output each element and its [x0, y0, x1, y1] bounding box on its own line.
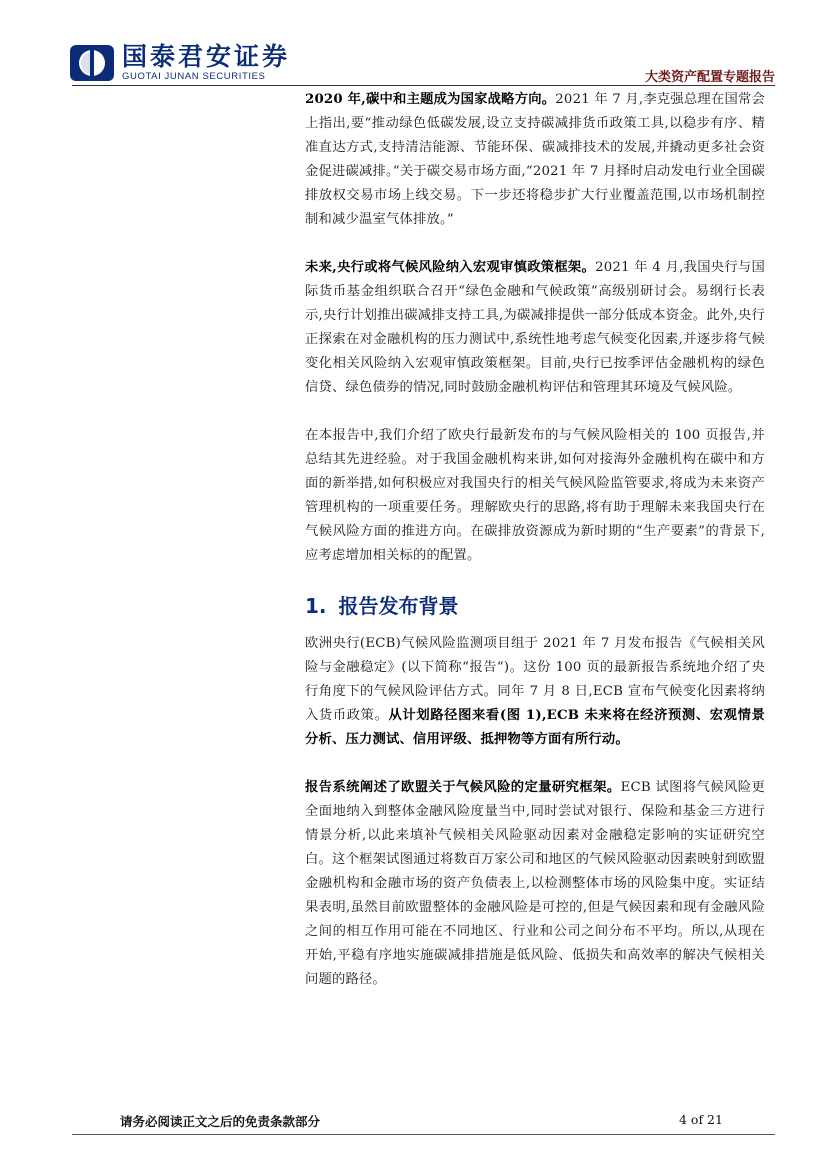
- disclaimer-note: 请务必阅读正文之后的免责条款部分: [120, 1114, 321, 1129]
- paragraph-body: 2021 年 4 月,我国央行与国际货币基金组织联合召开“绿色金融和气候政策”高级别研讨会。易纲行长表示,央行计划推出碳减排支持工具,为碳减排提供一部分低成本资金。此外,央行正探索在对金融机构的压力测试中,系统性地考虑气候变化因素,并逐步将气候变化相关风险纳入宏观审慎政策框架。目前,央行已按季评估金融机构的绿色信贷、绿色债券的情况,同时鼓励金融机构评估和管理其环境及气候风险。: [305, 260, 766, 395]
- paragraph-carbon-neutral: [305, 88, 765, 232]
- paragraph-lead: 2020 年,碳中和主题成为国家战略方向。: [305, 92, 556, 107]
- paragraph-report-intro: [305, 424, 765, 568]
- paragraph-body: 在本报告中,我们介绍了欧央行最新发布的与气候风险相关的 100 页报告,并总结其先进经验。对于我国金融机构来讲,如何对接海外金融机构在碳中和方面的新举措,如何积极应对我国央行的相关气候风险监管要求,将成为未来资产管理机构的一项重要任务。理解欧央行的思路,将有助于理解未来我国央行在气候风险方面的推进方向。在碳排放资源成为新时期的“生产要素”的背景下,应考虑增加相关标的的配置。: [305, 428, 765, 563]
- paragraph-body: 欧洲央行(ECB)气候风险监测项目组于 2021 年 7 月发布报告《气候相关风险与金融稳定》(以下简称“报告”)。这份 100 页的最新报告系统地介绍了央行角度下的气候风险评估方式。同年 7 月 8 日,ECB 宣布气候变化因素将纳入货币政策。: [305, 636, 765, 723]
- section-heading: [305, 592, 765, 620]
- paragraph-quant-framework: [305, 776, 765, 992]
- logo-english-name: GUOTAI JUNAN SECURITIES: [122, 71, 266, 82]
- page-number: 4 of 21: [679, 1112, 723, 1127]
- header-divider: [72, 85, 775, 86]
- logo-emblem-icon: [70, 45, 114, 81]
- main-content: [305, 88, 765, 1016]
- report-type-label: 大类资产配置专题报告: [644, 70, 775, 85]
- page-header: [0, 0, 827, 90]
- section-title-text: 报告发布背景: [338, 594, 459, 618]
- paragraph-lead: 未来,央行或将气候风险纳入宏观审慎政策框架。: [305, 260, 596, 275]
- logo-chinese-name: 国泰君安证券: [122, 42, 291, 71]
- section-number: 1.: [305, 594, 327, 618]
- footer-divider: [72, 1134, 775, 1135]
- paragraph-lead: 报告系统阐述了欧盟关于气候风险的定量研究框架。: [305, 780, 621, 795]
- paragraph-macroprudential: [305, 256, 765, 400]
- paragraph-body: 2021 年 7 月,李克强总理在国常会上指出,要“推动绿色低碳发展,设立支持碳减排货币政策工具,以稳步有序、精准直达方式,支持清洁能源、节能环保、碳减排技术的发展,并撬动更多社会资金促进碳减排。”关于碳交易市场方面,“2021 年 7 月择时启动发电行业全国碳排放权交易市场上线交易。下一步还将稳步扩大行业覆盖范围,以市场机制控制和减少温室气体排放。”: [305, 92, 765, 227]
- paragraph-body: ECB 试图将气候风险更全面地纳入到整体金融风险度量当中,同时尝试对银行、保险和基金三方进行情景分析,以此来填补气候相关风险驱动因素对金融稳定影响的实证研究空白。这个框架试图通过将数百万家公司和地区的气候风险驱动因素映射到欧盟金融机构和金融市场的资产负债表上,以检测整体市场的风险集中度。实证结果表明,虽然目前欧盟整体的金融风险是可控的,但是气候因素和现有金融风险之间的相互作用可能在不同地区、行业和公司之间分布不平均。所以,从现在开始,平稳有序地实施碳减排措施是低风险、低损失和高效率的解决气候相关问题的路径。: [305, 780, 765, 987]
- paragraph-ecb-report: [305, 632, 765, 752]
- company-logo: [70, 44, 290, 82]
- paragraph-emphasis: 从计划路径图来看(图 1),ECB 未来将在经济预测、宏观情景分析、压力测试、信用评级、抵押物等方面有所行动。: [305, 708, 765, 747]
